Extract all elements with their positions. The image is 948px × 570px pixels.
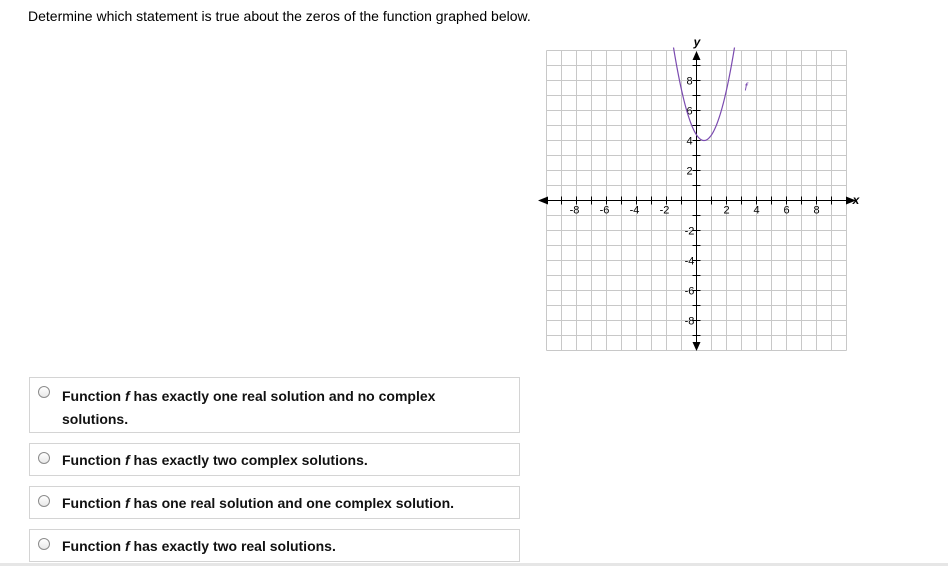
x-tick-label: -4 bbox=[629, 204, 640, 217]
answer-option-text: Function f has exactly two complex solutions. bbox=[62, 452, 368, 468]
x-axis-label: x bbox=[852, 193, 860, 207]
y-axis-label: y bbox=[693, 35, 701, 49]
curve-layer bbox=[667, 0, 742, 141]
y-tick-label: 6 bbox=[686, 105, 693, 118]
y-axis-arrow-down bbox=[693, 342, 701, 351]
y-tick-label: 8 bbox=[686, 75, 693, 88]
x-tick-label: 8 bbox=[813, 204, 820, 217]
y-tick-label: -2 bbox=[684, 225, 695, 238]
radio-button[interactable] bbox=[38, 538, 50, 550]
y-tick-label: -6 bbox=[684, 285, 695, 298]
answer-option-text: Function f has one real solution and one complex solution. bbox=[62, 495, 455, 511]
answer-option-3[interactable] bbox=[29, 486, 520, 519]
answer-option-2[interactable] bbox=[29, 443, 520, 476]
answer-option-1[interactable] bbox=[29, 377, 520, 433]
y-tick-label: -8 bbox=[684, 315, 695, 328]
page-bottom-divider bbox=[0, 563, 948, 566]
function-label: f bbox=[744, 81, 748, 94]
x-tick-label: -6 bbox=[599, 204, 610, 217]
y-tick-label: 4 bbox=[686, 135, 693, 148]
question-text: Determine which statement is true about the zeros of the function graphed below. bbox=[28, 8, 531, 24]
function-curve bbox=[667, 0, 742, 141]
x-tick-label: -2 bbox=[659, 204, 670, 217]
y-tick-label: -4 bbox=[684, 255, 695, 268]
answer-option-text: Function f has exactly two real solutions. bbox=[62, 538, 336, 554]
y-axis-arrow-up bbox=[693, 51, 701, 60]
x-tick-label: 6 bbox=[783, 204, 790, 217]
x-tick-label: -8 bbox=[569, 204, 580, 217]
answer-option-text: Function f has exactly one real solution and no complex solutions. bbox=[62, 388, 436, 427]
x-tick-label: 4 bbox=[753, 204, 760, 217]
x-axis-arrow-left bbox=[538, 197, 548, 205]
radio-button[interactable] bbox=[38, 386, 50, 398]
radio-button[interactable] bbox=[38, 495, 50, 507]
y-tick-label: 2 bbox=[686, 165, 693, 178]
x-tick-label: 2 bbox=[723, 204, 730, 217]
radio-button[interactable] bbox=[38, 452, 50, 464]
answer-option-4[interactable] bbox=[29, 529, 520, 562]
